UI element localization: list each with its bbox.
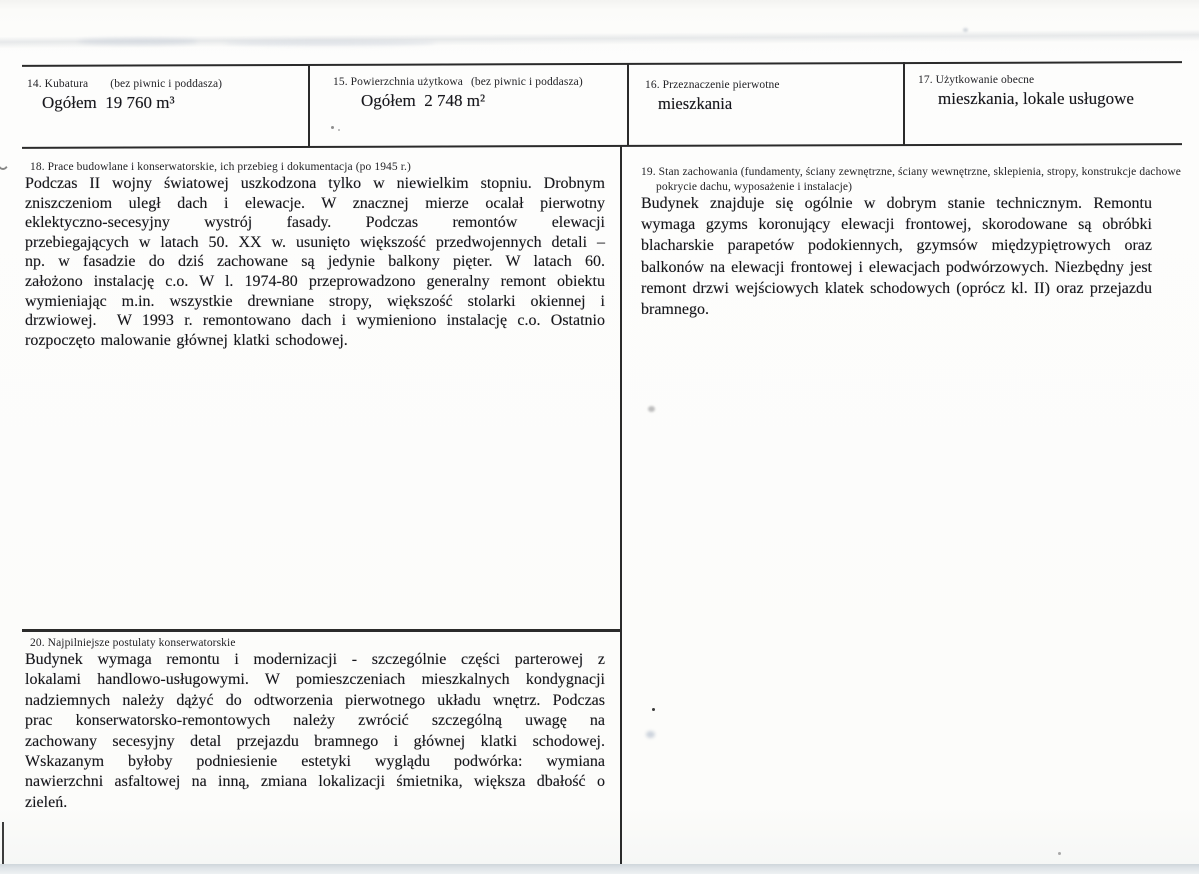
field-18-label — [30, 161, 411, 173]
table-top-border — [22, 61, 1182, 67]
text-line: zniszczeniom uległ dach i elewacje. W znacznej mierze ocalał pierwotny — [25, 194, 605, 212]
scan-smudge — [225, 40, 435, 46]
text-line: Budynek wymaga remontu i modernizacji - szczególnie części parterowej z — [25, 651, 605, 668]
text-line: wymieniając m.in. wszystkie drewniane stropy, większość stolarki okiennej i — [25, 292, 605, 310]
text-line: prac konserwatorsko-remontowych należy zwrócić szczególną uwagę na — [25, 712, 605, 730]
scan-speck — [1058, 852, 1061, 855]
field-14-cell — [27, 78, 222, 113]
field-19-label — [641, 165, 1181, 194]
field-19-cell — [641, 165, 1181, 194]
center-column-divider — [620, 146, 622, 865]
text-line: rozpoczęto malowanie głównej klatki schodowej. — [25, 331, 348, 349]
paper-edge-line — [2, 822, 4, 865]
field-16-label — [645, 79, 780, 91]
scan-speck — [963, 28, 968, 32]
field-14-label — [27, 78, 222, 90]
field-20-title: Najpilniejsze postulaty konserwatorskie — [47, 637, 236, 649]
text-line: nawierzchni asfaltowej na inną, zmiana lokalizacji śmietnika, większa dbałość o — [25, 773, 605, 791]
text-line: drzwiowej. W 1993 r. remontowano dach i wymieniono instalację c.o. Ostatnio — [25, 312, 605, 330]
column-divider-15-16 — [627, 63, 629, 146]
text-line: przebiegających w latach 50. XX w. usunięto większość przedwojennych detali – — [25, 233, 605, 251]
field-18-number: 18. — [30, 161, 45, 173]
field-17-value: mieszkania, lokale usługowe — [938, 89, 1134, 108]
field-20-cell — [30, 637, 236, 649]
scanner-bottom-edge-band — [0, 864, 1199, 874]
scan-speck — [338, 129, 340, 131]
text-line: remont drzwi wejściowych klatek schodowych (oprócz kl. II) oraz przejazdu — [641, 279, 1152, 297]
field-19-number: 19. — [641, 166, 656, 178]
field-15-value: Ogółem 2 748 m² — [361, 91, 486, 110]
field-14-number: 14. — [27, 78, 42, 90]
section-divider-line — [22, 629, 621, 632]
text-line: nadziemnych należy dążyć do odtworzenia pierwotnego układu wnętrz. Podczas — [25, 691, 605, 709]
field-16-number: 16. — [645, 79, 660, 91]
field-17-cell — [918, 74, 1134, 109]
field-16-title: Przeznaczenie pierwotne — [662, 79, 780, 91]
text-line: Wskazanym byłoby podniesienie estetyki wyglądu podwórka: wymiana — [25, 753, 605, 771]
text-line: wymaga gzyms koronujący elewacji frontowej, skorodowane są obróbki — [641, 216, 1152, 234]
row1-bottom-border — [22, 143, 1182, 149]
field-19-title-line1: Stan zachowania (fundamenty, ściany zewnętrzne, ściany wewnętrzne, sklepienia, stropy, konstrukcje dachowe — [658, 166, 1181, 178]
column-divider-16-17 — [903, 62, 905, 146]
field-14-title: Kubatura — [44, 78, 89, 90]
field-20-body — [25, 650, 605, 813]
scan-speck — [648, 406, 655, 412]
scan-speck — [646, 731, 655, 738]
text-line: zieleń. — [25, 793, 68, 811]
text-line: Budynek znajduje się ogólnie w dobrym stanie technicznym. Remontu — [641, 195, 1152, 212]
field-19-body — [641, 193, 1152, 320]
text-line: eklektyczno-secesyjny wystrój fasady. Podczas remontów elewacji — [25, 214, 605, 232]
text-line: np. w fasadzie do dziś zachowane są jedynie balkony pięter. W latach 60. — [25, 253, 605, 271]
field-14-note: (bez piwnic i poddasza) — [110, 78, 223, 90]
field-17-title: Użytkowanie obecne — [935, 74, 1035, 86]
field-15-number: 15. — [333, 76, 348, 88]
text-line: balkonów na elewacji frontowej i elewacjach podwórzowych. Niezbędny jest — [641, 258, 1152, 276]
field-20-number: 20. — [30, 637, 45, 649]
scan-speck — [652, 708, 655, 711]
field-15-label — [333, 76, 583, 88]
text-line: założono instalację c.o. W l. 1974-80 przeprowadzono generalny remont obiektu — [25, 272, 605, 290]
field-18-title: Prace budowlane i konserwatorskie, ich przebieg i dokumentacja (po 1945 r.) — [47, 161, 411, 173]
field-15-cell — [333, 76, 583, 111]
field-19-title-line2: pokrycie dachu, wyposażenie i instalacje) — [656, 180, 853, 193]
scan-smudge — [78, 38, 198, 45]
column-divider-14-15 — [308, 64, 310, 146]
field-20-label — [30, 637, 236, 649]
text-line: bramnego. — [641, 301, 709, 319]
field-15-note: (bez piwnic i poddasza) — [470, 76, 583, 88]
field-18-body — [25, 174, 605, 350]
scan-speck — [331, 126, 334, 129]
field-16-value: mieszkania — [658, 94, 733, 113]
field-18-cell — [30, 161, 411, 173]
scan-edge-mark — [0, 148, 10, 170]
field-17-label — [918, 74, 1134, 86]
field-16-cell — [645, 79, 780, 114]
text-line: blacharskie parapetów podokiennych, gzymsów międzypiętrowych oraz — [641, 237, 1152, 255]
text-line: Podczas II wojny światowej uszkodzona tylko w niewielkim stopniu. Drobnym — [25, 175, 605, 192]
text-line: zachowany secesyjny detal przejazdu bramnego i głównej klatki schodowej. — [25, 732, 605, 750]
field-15-title: Powierzchnia użytkowa — [350, 76, 463, 88]
field-17-number: 17. — [918, 74, 933, 86]
field-14-value: Ogółem 19 760 m³ — [42, 93, 175, 112]
text-line: lokalami handlowo-usługowymi. W pomieszczeniach mieszkalnych kondygnacji — [25, 671, 605, 689]
